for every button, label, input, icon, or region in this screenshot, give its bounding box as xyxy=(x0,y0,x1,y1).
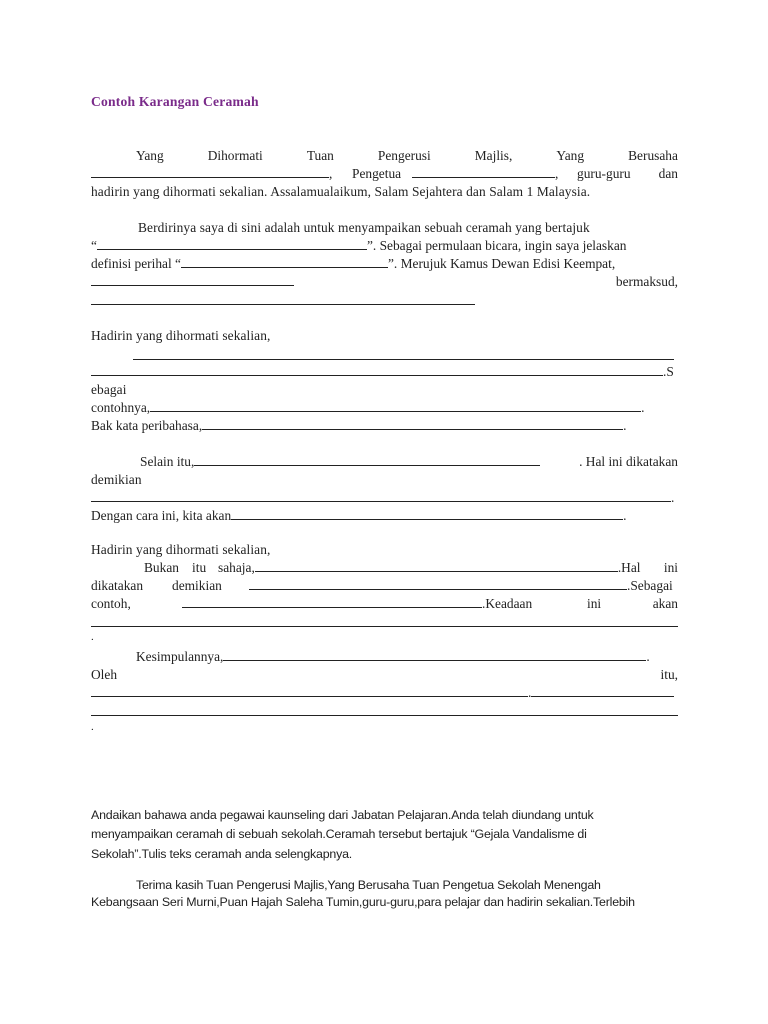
text: . xyxy=(646,649,650,664)
text: demikian xyxy=(172,578,222,593)
paragraph-6-line-2 xyxy=(91,666,678,684)
blank-line xyxy=(182,595,482,608)
text: ”. Merujuk Kamus Dewan Edisi Keempat, xyxy=(387,256,616,271)
blank-line xyxy=(91,363,663,376)
paragraph-6-end: . xyxy=(91,721,94,733)
text: . Hal ini dikatakan xyxy=(579,454,678,469)
text: ”. Sebagai permulaan bicara, ingin saya jelaskan xyxy=(366,238,627,253)
text: ini xyxy=(587,596,602,611)
blank-line xyxy=(412,165,555,178)
paragraph-5-line-2 xyxy=(91,577,678,595)
blank-line xyxy=(91,489,671,502)
text: Bukan xyxy=(144,560,179,575)
paragraph-3-heading: Hadirin yang dihormati sekalian, xyxy=(91,328,271,343)
paragraph-4-line-2: demikian xyxy=(91,472,142,487)
text: .Keadaan xyxy=(482,596,533,611)
paragraph-2-line-2 xyxy=(91,237,678,255)
text: dan xyxy=(658,166,678,181)
text: .S xyxy=(663,364,674,379)
text: . xyxy=(671,490,675,505)
text: contohnya, xyxy=(91,400,151,415)
instructions-line-2: menyampaikan ceramah di sebuah sekolah.Ceramah tersebut bertajuk “Gejala Vandalisme di xyxy=(91,827,587,841)
paragraph-2-line-3 xyxy=(91,255,678,273)
word: Tuan xyxy=(306,148,334,163)
document-title: Contoh Karangan Ceramah xyxy=(91,94,259,109)
instructions-line-1: Andaikan bahawa anda pegawai kaunseling dari Jabatan Pelajaran.Anda telah diundang untuk xyxy=(91,808,594,822)
blank-line xyxy=(91,165,329,178)
text: , xyxy=(329,166,333,181)
text: akan xyxy=(652,596,678,611)
blank-line xyxy=(223,648,646,661)
blank-line xyxy=(91,626,678,627)
text: ini xyxy=(663,560,678,575)
text: Pengetua xyxy=(352,166,402,181)
blank-line xyxy=(249,577,627,590)
text: .Hal xyxy=(617,560,641,575)
text: sahaja, xyxy=(218,560,255,575)
word: Pengerusi xyxy=(377,148,431,163)
paragraph-5-line-3 xyxy=(91,595,678,613)
word: Berusaha xyxy=(628,148,678,163)
text: “ xyxy=(91,238,97,253)
text: Selain itu, xyxy=(140,454,195,469)
blank-line xyxy=(194,453,540,466)
paragraph-1-line-3: hadirin yang dihormati sekalian. Assalamualaikum, Salam Sejahtera dan Salam 1 Malaysia. xyxy=(91,184,591,199)
blank-line xyxy=(255,559,618,572)
paragraph-4-line-3 xyxy=(91,489,678,507)
blank-line xyxy=(91,273,294,286)
text: , xyxy=(555,166,559,181)
blank-line xyxy=(91,715,678,716)
blank-line xyxy=(97,237,367,250)
text: . xyxy=(623,418,627,433)
text: . xyxy=(528,685,532,700)
blank-line xyxy=(150,399,641,412)
blank-line xyxy=(91,304,475,305)
word: Yang xyxy=(556,148,585,163)
blank-line xyxy=(181,255,388,268)
paragraph-3-line-2 xyxy=(91,363,678,381)
word: Majlis, xyxy=(474,148,513,163)
text: itu xyxy=(192,560,207,575)
answer-line-2: Kebangsaan Seri Murni,Puan Hajah Saleha Tumin,guru-guru,para pelajar dan hadirin sekalian.Terlebih xyxy=(91,895,635,909)
word: Yang xyxy=(136,148,164,163)
paragraph-3-line-3: ebagai xyxy=(91,382,127,397)
text: contoh, xyxy=(91,596,131,611)
text: . xyxy=(641,400,645,415)
text: Dengan cara ini, kita akan xyxy=(91,508,232,523)
paragraph-1-line-1 xyxy=(136,147,678,165)
answer-line-1: Terima kasih Tuan Pengerusi Majlis,Yang Berusaha Tuan Pengetua Sekolah Menengah xyxy=(136,878,601,892)
text: dikatakan xyxy=(91,578,144,593)
word: Dihormati xyxy=(207,148,263,163)
text: . xyxy=(623,508,627,523)
text: guru-guru xyxy=(577,166,631,181)
blank-line xyxy=(133,359,674,360)
blank-line xyxy=(202,417,623,430)
blank-line xyxy=(91,684,528,697)
text: Kesimpulannya, xyxy=(136,649,224,664)
instructions-line-3: Sekolah”.Tulis teks ceramah anda selengkapnya. xyxy=(91,847,353,861)
text: bermaksud, xyxy=(615,274,678,289)
paragraph-1-line-2 xyxy=(91,165,678,183)
paragraph-3-line-5 xyxy=(91,417,678,435)
paragraph-3-line-4 xyxy=(91,399,678,417)
text: Bak kata peribahasa, xyxy=(91,418,203,433)
paragraph-5-end: . xyxy=(91,631,94,643)
paragraph-4-line-4 xyxy=(91,507,678,525)
text: itu, xyxy=(660,667,678,682)
text: Oleh xyxy=(91,667,118,682)
text: definisi perihal “ xyxy=(91,256,181,271)
paragraph-2-line-4 xyxy=(91,273,678,291)
text: .Sebagai xyxy=(627,578,673,593)
paragraph-5-heading: Hadirin yang dihormati sekalian, xyxy=(91,542,271,557)
paragraph-2-line-1: Berdirinya saya di sini adalah untuk menyampaikan sebuah ceramah yang bertajuk xyxy=(138,220,590,235)
paragraph-6-line-3 xyxy=(91,684,678,702)
blank-line xyxy=(231,507,623,520)
blank-line xyxy=(531,684,674,697)
